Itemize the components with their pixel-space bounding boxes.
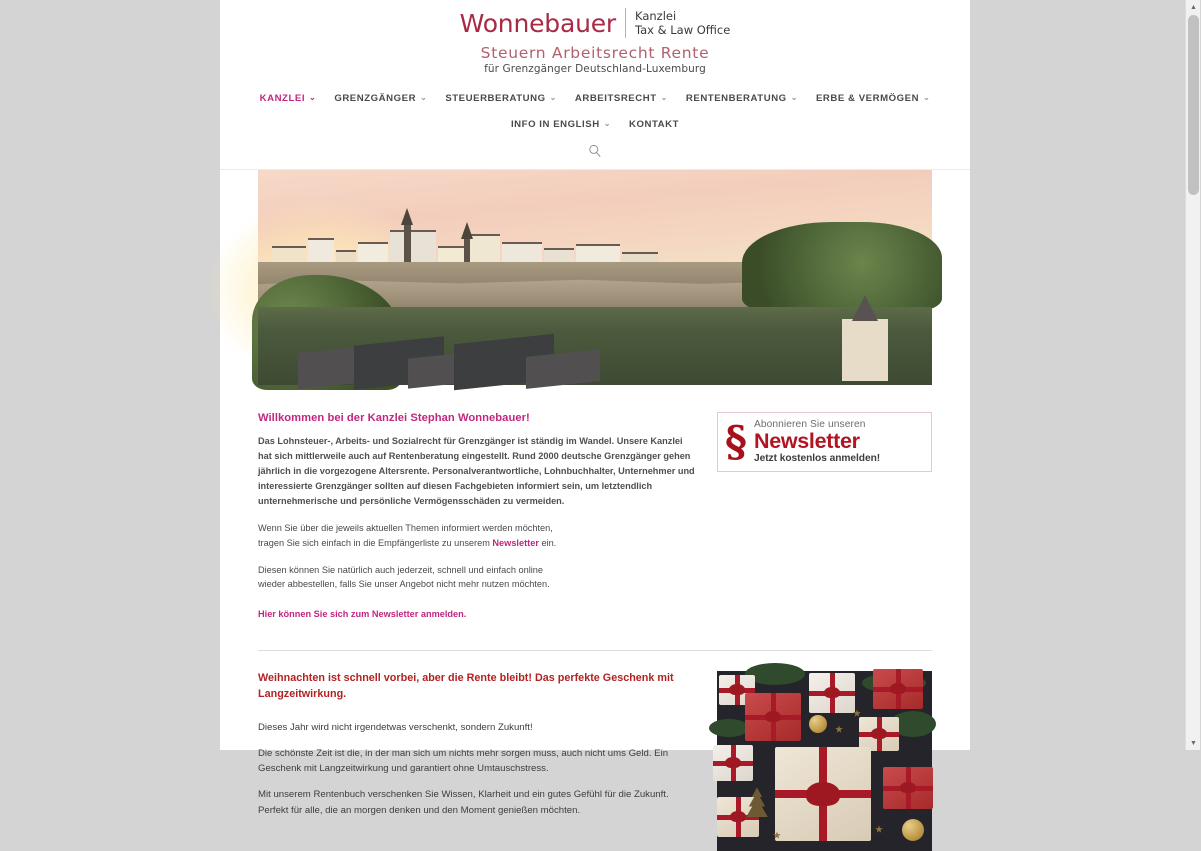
vertical-scrollbar[interactable]: [1185, 0, 1200, 750]
chevron-down-icon: ⌄: [660, 93, 668, 102]
logo-tagline-subtitle: für Grenzgänger Deutschland-Luxemburg: [484, 63, 706, 75]
welcome-p2-line1: Wenn Sie über die jeweils aktuellen Themen informiert werden möchten,: [258, 522, 553, 533]
logo-divider: [625, 8, 626, 38]
christmas-gifts-image: [717, 671, 932, 851]
christmas-block: [258, 651, 932, 851]
chevron-down-icon: ⌄: [549, 93, 557, 102]
welcome-p3-line2: wieder abbestellen, falls Sie unser Angebot nicht mehr nutzen möchten.: [258, 579, 550, 590]
hero-foreground-town: [258, 307, 932, 385]
nav-item-label: ARBEITSRECHT: [574, 93, 657, 104]
welcome-p3-line1: Diesen können Sie natürlich auch jederzeit, schnell und einfach online: [258, 564, 543, 575]
scrollbar-thumb[interactable]: [1188, 15, 1199, 195]
nav-item-grenzg-nger[interactable]: [334, 90, 427, 108]
chevron-down-icon: ⌄: [790, 93, 798, 102]
logo-primary-row: [460, 8, 731, 38]
welcome-paragraph-3: [258, 563, 695, 593]
search-icon[interactable]: [588, 144, 602, 158]
christmas-paragraph-1: Dieses Jahr wird nicht irgendetwas verschenkt, sondern Zukunft!: [258, 722, 533, 733]
section-sign-icon: §: [725, 416, 747, 466]
nav-item-label: RENTENBERATUNG: [685, 93, 787, 104]
welcome-paragraph-1: Das Lohnsteuer-, Arbeits- und Sozialrecht für Grenzgänger ist ständig im Wandel. Unsere Kanzlei hat sich mittlerweile auch auf Rentenberatung eingestellt. Rund 2000 deutsche Grenzgänger gehen jährlich in die vorgezogene Altersrente. Personalverantwortliche, Lohnbuchhalter, Unternehmer und interessierte Grenzgänger sollten auf diesen Fachgebieten informiert sein, um letztendlich unternehmerische und persönliche Vermögensschäden zu vermeiden.: [258, 436, 695, 506]
chevron-down-icon: ⌄: [603, 118, 611, 128]
christmas-text-column: [258, 671, 695, 851]
chevron-down-icon: ⌄: [420, 93, 428, 102]
welcome-paragraph-2: [258, 521, 695, 551]
nav-item-rentenberatung[interactable]: [686, 90, 798, 108]
scroll-up-arrow[interactable]: ▲: [1190, 3, 1197, 11]
nav-item-arbeitsrecht[interactable]: [575, 90, 668, 108]
nav-item-label: INFO IN ENGLISH: [510, 118, 600, 130]
logo-subtitle: [635, 9, 730, 37]
hero-trees-right: [742, 222, 942, 312]
site-header: [220, 0, 970, 170]
christmas-paragraph-2: Die schönste Zeit ist die, in der man sich um nichts mehr sorgen muss, auch nicht ums Geld. Ein Geschenk mit Langzeitwirkung und garantiert ohne Umtauschstress.: [258, 748, 669, 775]
newsletter-banner-bottom-line: Jetzt kostenlos anmelden!: [753, 452, 881, 464]
chevron-down-icon: ⌄: [923, 93, 931, 102]
welcome-text-column: [258, 412, 695, 622]
logo-subtitle-line2: Tax & Law Office: [634, 23, 731, 37]
logo-subtitle-line1: Kanzlei: [634, 8, 677, 23]
newsletter-banner[interactable]: [717, 412, 932, 472]
nav-item-kanzlei[interactable]: [260, 90, 317, 108]
logo-tagline: Steuern Arbeitsrecht Rente: [480, 44, 710, 62]
nav-item-label: GRENZGÄNGER: [334, 93, 417, 104]
christmas-paragraph-3: Mit unserem Rentenbuch verschenken Sie Wissen, Klarheit und ein gutes Gefühl für die Zukunft. Perfekt für alle, die an morgen denken und den Moment genießen möchten.: [258, 789, 669, 816]
welcome-banner-column: [717, 412, 932, 622]
welcome-block: [258, 385, 932, 622]
nav-item-label: KANZLEI: [259, 93, 306, 104]
christmas-image-column: [717, 671, 932, 851]
welcome-p2-line2b: ein.: [538, 537, 557, 548]
site-logo[interactable]: [220, 8, 970, 75]
newsletter-signup-link[interactable]: Hier können Sie sich zum Newsletter anmelden.: [258, 609, 467, 620]
welcome-heading: Willkommen bei der Kanzlei Stephan Wonnebauer!: [258, 412, 530, 425]
hero-image-luxembourg: [258, 170, 932, 385]
nav-row-primary: [220, 87, 970, 110]
logo-company-name: Wonnebauer: [459, 8, 616, 38]
nav-item-kontakt[interactable]: [629, 116, 679, 134]
main-content: [220, 385, 970, 851]
hero-church: [842, 319, 888, 381]
christmas-heading: Weihnachten ist schnell vorbei, aber die Rente bleibt! Das perfekte Geschenk mit Langzeitwirkung.: [258, 672, 674, 700]
chevron-down-icon: ⌄: [309, 93, 317, 102]
scroll-down-arrow[interactable]: ▼: [1190, 739, 1197, 747]
search-row: [220, 135, 970, 169]
main-navigation: [220, 87, 970, 135]
newsletter-banner-main-line: Newsletter: [753, 429, 860, 454]
nav-item-erbe-verm-gen[interactable]: [816, 90, 930, 108]
newsletter-banner-text: [754, 419, 880, 464]
nav-item-info-in-english[interactable]: [511, 116, 611, 134]
newsletter-inline-link[interactable]: Newsletter: [492, 537, 539, 548]
nav-item-steuerberatung[interactable]: [445, 90, 557, 108]
nav-item-label: ERBE & VERMÖGEN: [815, 93, 920, 104]
newsletter-banner-top-line: Abonnieren Sie unseren: [753, 419, 866, 431]
nav-item-label: STEUERBERATUNG: [445, 93, 546, 104]
website-page: [220, 0, 970, 816]
welcome-p2-line2a: tragen Sie sich einfach in die Empfängerliste zu unserem: [258, 537, 493, 548]
nav-item-label: KONTAKT: [628, 118, 680, 130]
nav-row-secondary: [220, 113, 970, 136]
